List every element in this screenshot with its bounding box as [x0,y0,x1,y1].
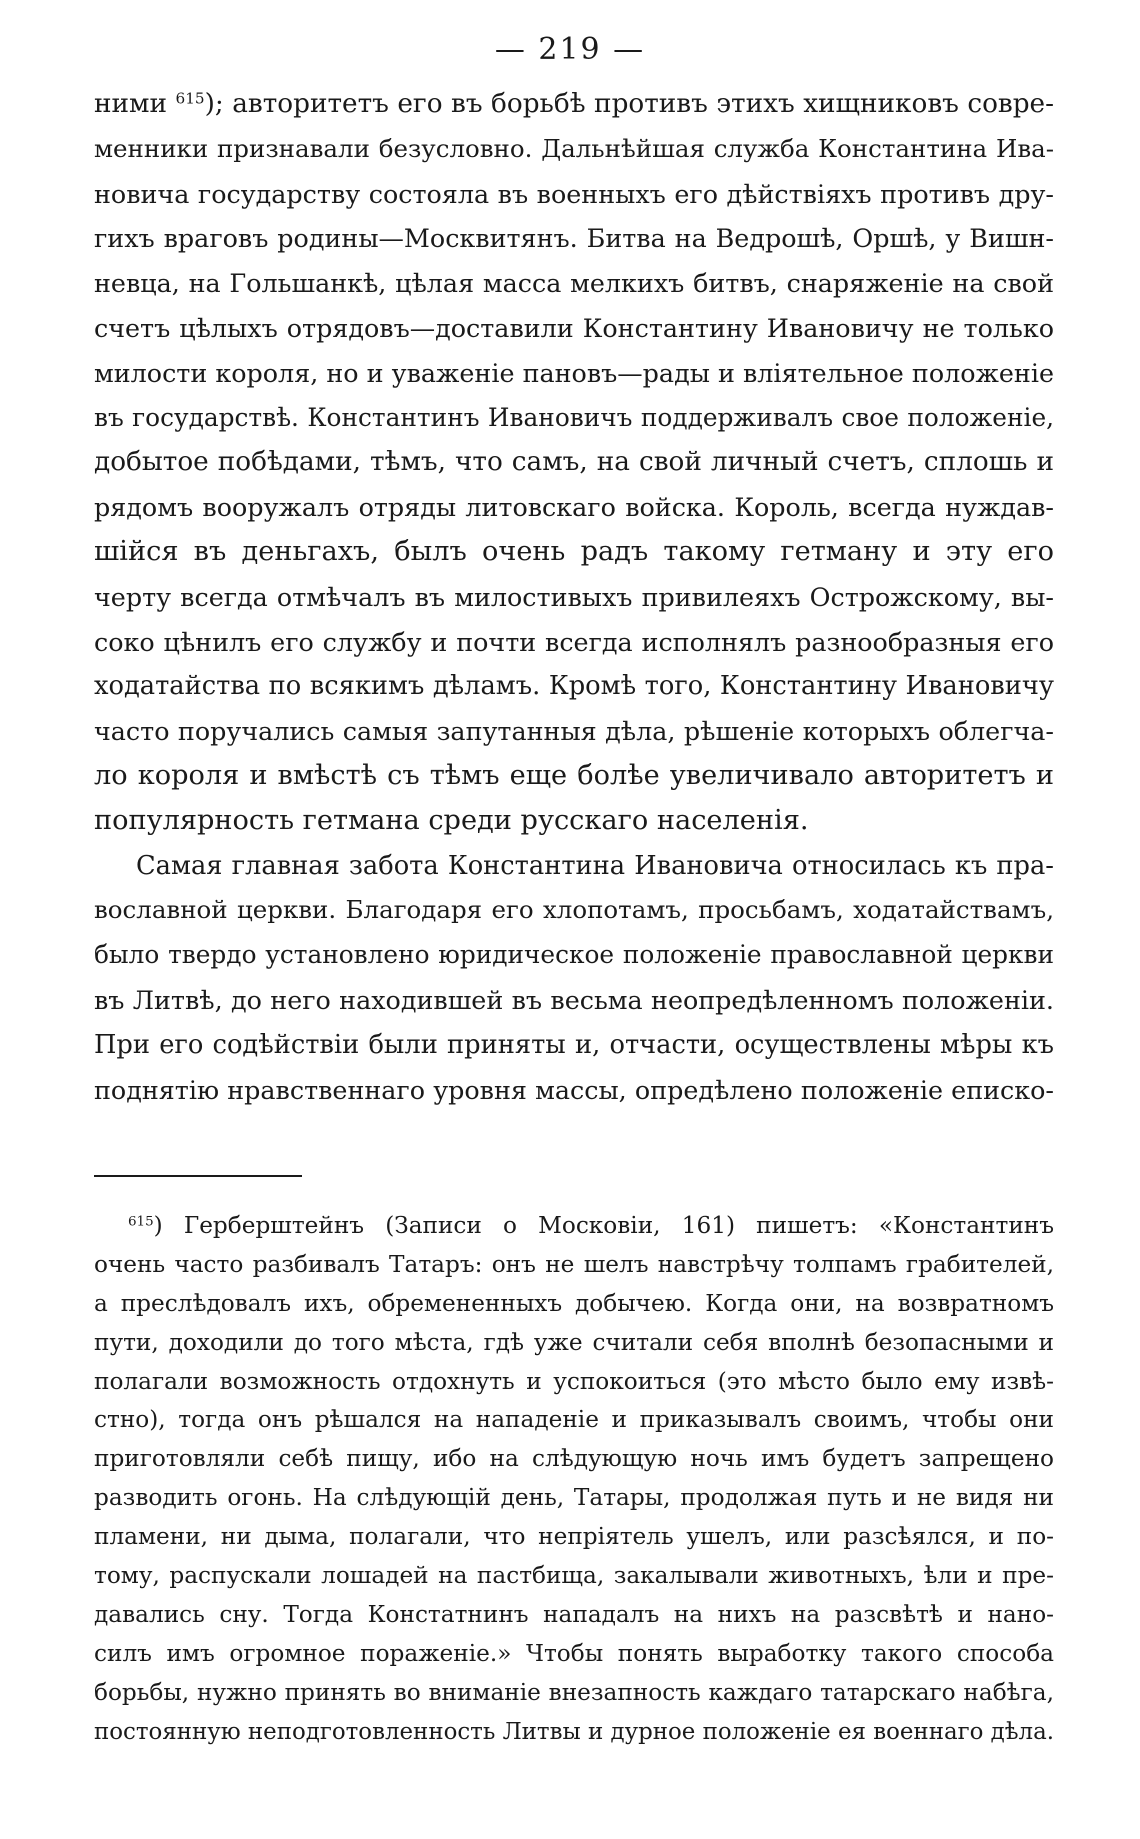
footnote-ref: 615 [175,89,205,108]
footnote-line: а преслѣдовалъ ихъ, обремененныхъ добычею. Когда они, на возвратномъ [94,1289,1054,1317]
footnote-line: приготовляли себѣ пищу, ибо на слѣдующую ночь имъ будетъ запрещено [94,1445,1054,1473]
footnote-line: очень часто разбивалъ Татаръ: онъ не шелъ навстрѣчу толпамъ грабителей, [94,1250,1054,1278]
text-line: вославной церкви. Благодаря его хлопотамъ, просьбамъ, ходатайствамъ, [94,895,1054,925]
text-line: соко цѣнилъ его службу и почти всегда исполнялъ разнообразныя его [94,626,1054,657]
footnote-line: пути, доходили до того мѣста, гдѣ уже считали себя вполнѣ безопасными и [94,1328,1054,1356]
text-line: Самая главная забота Константина Ивановича относилась къ пра- [136,850,1054,881]
page-number: — 219 — [494,32,646,67]
footnote-line: постоянную неподготовленность Литвы и дурное положеніе ея военнаго дѣла. [94,1718,1055,1745]
text-line: новича государству состояла въ военныхъ его дѣйствіяхъ противъ дру- [94,178,1054,209]
text-line: ло короля и вмѣстѣ съ тѣмъ еще болѣе увеличивало авторитетъ и [94,759,1054,791]
text-line: гихъ враговъ родины—Москвитянъ. Битва на Ведрошѣ, Оршѣ, у Вишн- [94,223,1054,254]
footnote-line: силъ имъ огромное пораженіе.» Чтобы понять выработку такого способа [94,1639,1054,1667]
footnote-line: борьбы, нужно принять во вниманіе внезапность каждаго татарскаго набѣга, [94,1678,1054,1706]
footnote-line: тому, распускали лошадей на пастбища, закалывали животныхъ, ѣли и пре- [94,1562,1054,1590]
text-line: ходатайства по всякимъ дѣламъ. Кромѣ того, Константину Ивановичу [94,671,1054,702]
main-text [94,82,1054,1112]
text-line: При его содѣйствіи были приняты и, отчасти, осуществлены мѣры къ [94,1029,1054,1060]
footnote-line: стно), тогда онъ рѣшался на нападеніе и приказывалъ своимъ, чтобы они [94,1406,1054,1434]
text-line: менники признавали безусловно. Дальнѣйшая служба Константина Ива- [94,133,1054,163]
text-line: рядомъ вооружалъ отряды литовскаго войска. Король, всегда нуждав- [94,492,1054,523]
footnote-line: разводить огонь. На слѣдующій день, Татары, продолжая путь и не видя ни [94,1484,1054,1512]
footnote-line: полагали возможность отдохнуть и успокоиться (это мѣсто было ему извѣ- [94,1367,1054,1395]
footnote-line: пламени, ни дыма, полагали, что непріятель ушелъ, или разсѣялся, и по- [94,1523,1054,1551]
text-line: милости короля, но и уваженіе пановъ—рады и вліятельное положеніе [94,357,1054,388]
text-line: въ государствѣ. Константинъ Ивановичъ поддерживалъ свое положеніе, [94,402,1054,432]
text-line: часто поручались самыя запутанныя дѣла, рѣшеніе которыхъ облегча- [94,716,1054,747]
text-line: черту всегда отмѣчалъ въ милостивыхъ привилеяхъ Острожскому, вы- [94,581,1054,612]
footnote-number: 615 [128,1214,154,1230]
footnote-line: $^{615}$) Герберштейнъ (Записи о Московіи, 161) пишетъ: «Константинъ [128,1212,1054,1239]
footnote-line: давались сну. Тогда Констатнинъ нападалъ на нихъ на разсвѣтѣ и нано- [94,1600,1054,1628]
text-line: шійся въ деньгахъ, былъ очень радъ такому гетману и эту его [94,535,1054,567]
footnote-separator [94,1175,302,1177]
text-line: добытое побѣдами, тѣмъ, что самъ, на свой личный счетъ, сплошь и [94,447,1054,478]
text-line: въ Литвѣ, до него находившей въ весьма неопредѣленномъ положеніи. [94,984,1054,1015]
footnotes [94,1207,1054,1751]
text-line: невца, на Гольшанкѣ, цѣлая масса мелкихъ битвъ, снаряженіе на свой [94,268,1054,299]
text-line: счетъ цѣлыхъ отрядовъ—доставили Константину Ивановичу не только [94,312,1054,343]
text-line: популярность гетмана среди русскаго населенія. [94,804,809,836]
text-line: было твердо установлено юридическое положеніе православной церкви [94,940,1054,970]
text-line: ними $^{615}$); авторитетъ его въ борьбѣ противъ этихъ хищниковъ совре- [94,89,1054,119]
text-line: поднятію нравственнаго уровня массы, опредѣлено положеніе еписко- [94,1074,1054,1105]
